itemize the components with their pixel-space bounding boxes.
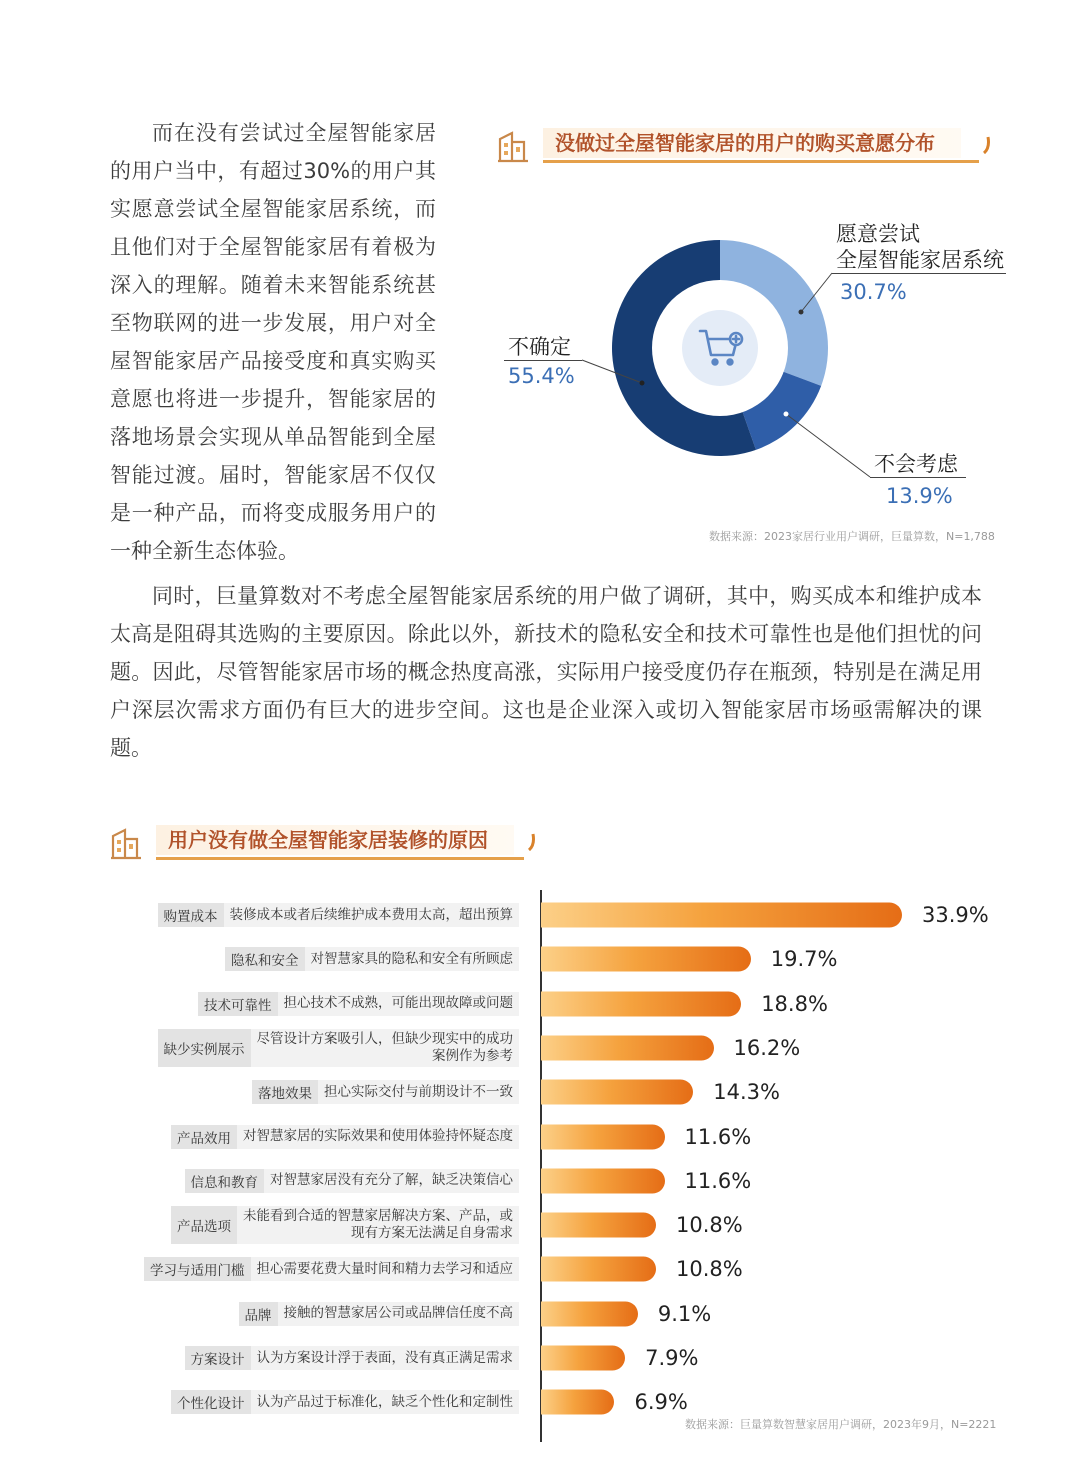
bar-category: 技术可靠性 — [198, 992, 278, 1016]
bar-label — [158, 903, 520, 927]
bar-value-label: 9.1% — [657, 1301, 712, 1326]
bar-label — [171, 1125, 519, 1149]
bar-category: 方案设计 — [185, 1346, 251, 1370]
bar-category: 缺少实例展示 — [158, 1029, 251, 1067]
bar-category: 购置成本 — [158, 903, 224, 927]
bar-category: 信息和教育 — [185, 1169, 265, 1193]
bar-row — [0, 1026, 1080, 1070]
slice-label-willing-line1: 愿意尝试 — [836, 222, 920, 246]
bar-value-label: 10.8% — [676, 1213, 743, 1238]
bar-value-label: 16.2% — [733, 1035, 801, 1060]
bar — [541, 1035, 714, 1060]
bar-row — [0, 893, 1080, 937]
reasons-bar-chart — [0, 880, 1080, 1440]
bar-label — [171, 1206, 519, 1244]
bar — [541, 1390, 614, 1415]
bar — [541, 1080, 693, 1105]
donut-data-source: 数据来源：2023家居行业用户调研，巨量算数，N=1,788 — [709, 530, 995, 543]
bar-label — [171, 1390, 519, 1414]
bar-row — [0, 1292, 1080, 1336]
bar-description: 认为产品过于标准化，缺乏个性化和定制性 — [251, 1390, 520, 1414]
slice-value-willing: 30.7% — [840, 280, 907, 304]
bar — [541, 903, 902, 928]
bar-row — [0, 1070, 1080, 1114]
bar-category: 品牌 — [239, 1302, 278, 1326]
bar-category: 产品效用 — [171, 1125, 237, 1149]
bar-label — [158, 1029, 520, 1067]
bar — [541, 1213, 656, 1238]
bar-row — [0, 1115, 1080, 1159]
bar-value-label: 14.3% — [713, 1080, 780, 1105]
bar-row — [0, 1203, 1080, 1247]
bar-description: 认为方案设计浮于表面，没有真正满足需求 — [251, 1346, 520, 1370]
bar — [541, 991, 741, 1016]
bar-label — [185, 1346, 520, 1370]
bar-description: 担心技术不成熟，可能出现故障或问题 — [278, 992, 520, 1016]
bar-label — [252, 1080, 519, 1104]
bar-description: 对智慧家居没有充分了解，缺乏决策信心 — [264, 1169, 519, 1193]
bar-category: 学习与适用门槛 — [144, 1257, 251, 1281]
slice-label-unsure: 不确定 — [508, 335, 571, 359]
building-icon — [110, 827, 144, 861]
slice-value-not-considering: 13.9% — [886, 484, 953, 508]
bar-chart-title: 用户没有做全屋智能家居装修的原因 — [156, 825, 514, 855]
intro-paragraph: 而在没有尝试过全屋智能家居的用户当中，有超过30%的用户其实愿意尝试全屋智能家居系统，而且他们对于全屋智能家居有着极为深入的理解。随着未来智能系统甚至物联网的进一步发展，用户对全屋智能家居产品接受度和真实购买意愿也将进一步提升，智能家居的落地场景会实现从单品智能到全屋智能过渡。届时，智能家居不仅仅是一种产品，而将变成服务用户的一种全新生态体验。 — [110, 121, 436, 563]
bar-label — [198, 992, 519, 1016]
bar-description: 未能看到合适的智慧家居解决方案、产品，或 现有方案无法满足自身需求 — [237, 1206, 519, 1244]
bar-value-label: 7.9% — [645, 1346, 699, 1370]
bar — [541, 947, 751, 972]
bar — [541, 1257, 656, 1282]
bar — [541, 1346, 625, 1371]
donut-chart-title: 没做过全屋智能家居的用户的购买意愿分布 — [543, 128, 961, 158]
bar-row — [0, 1159, 1080, 1203]
bar-value-label: 10.8% — [676, 1257, 743, 1282]
bar-value-label: 33.9% — [922, 903, 989, 927]
bar — [541, 1301, 638, 1326]
bar — [541, 1168, 665, 1193]
heading-underline — [156, 857, 524, 860]
bar-description: 对智慧家居的实际效果和使用体验持怀疑态度 — [237, 1125, 519, 1149]
bar-description: 担心实际交付与前期设计不一致 — [318, 1080, 519, 1104]
bar-value-label: 6.9% — [634, 1390, 688, 1415]
bar-description: 尽管设计方案吸引人，但缺少现实中的成功 案例作为参考 — [251, 1029, 520, 1067]
bar-label — [225, 947, 519, 971]
heading-hook-decoration — [526, 833, 536, 851]
slice-label-willing-line2: 全屋智能家居系统 — [836, 248, 1004, 272]
bar-label — [239, 1302, 520, 1326]
bar-value-label: 11.6% — [684, 1124, 752, 1149]
bar-row — [0, 937, 1080, 981]
bar-category: 产品选项 — [171, 1206, 237, 1244]
bar — [541, 1124, 665, 1149]
bar-label — [185, 1169, 520, 1193]
bar-row — [0, 1336, 1080, 1380]
bar-value-label: 11.6% — [684, 1168, 752, 1193]
bar-description: 对智慧家具的隐私和安全有所顾虑 — [305, 947, 520, 971]
bar-description: 装修成本或者后续维护成本费用太高，超出预算 — [224, 903, 520, 927]
bar-category: 个性化设计 — [171, 1390, 251, 1414]
bar-chart-heading — [110, 825, 540, 861]
slice-label-not-considering: 不会考虑 — [874, 452, 958, 476]
bar-row — [0, 1247, 1080, 1291]
bar-category: 隐私和安全 — [225, 947, 305, 971]
bar-description: 担心需要花费大量时间和精力去学习和适应 — [251, 1257, 520, 1281]
donut-leader-lines — [0, 0, 1080, 600]
slice-value-unsure: 55.4% — [508, 364, 575, 388]
bar-data-source: 数据来源：巨量算数智慧家居用户调研，2023年9月，N=2221 — [685, 1418, 997, 1431]
bar-description: 接触的智慧家居公司或品牌信任度不高 — [278, 1302, 520, 1326]
bar-label — [144, 1257, 519, 1281]
second-paragraph: 同时，巨量算数对不考虑全屋智能家居系统的用户做了调研，其中，购买成本和维护成本太高是阻碍其选购的主要原因。除此以外，新技术的隐私安全和技术可靠性也是他们担忧的问题。因此，尽管智能家居市场的概念热度高涨，实际用户接受度仍存在瓶颈，特别是在满足用户深层次需求方面仍有巨大的进步空间。这也是企业深入或切入智能家居市场亟需解决的课题。 — [110, 584, 982, 760]
bar-value-label: 18.8% — [761, 991, 828, 1016]
bar-category: 落地效果 — [252, 1080, 318, 1104]
bar-value-label: 19.7% — [770, 947, 838, 972]
bar-row — [0, 982, 1080, 1026]
